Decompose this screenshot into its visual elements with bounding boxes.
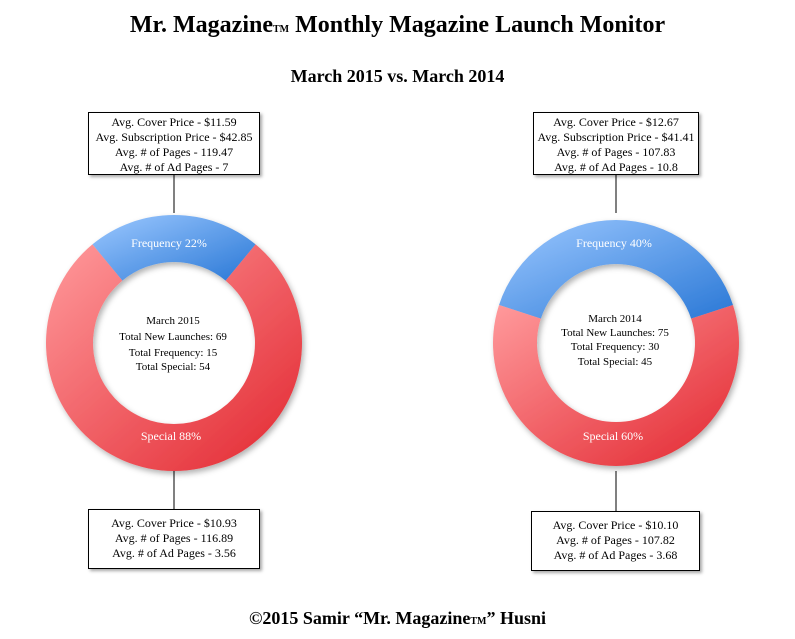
page-subtitle: March 2015 vs. March 2014 (290, 66, 505, 86)
center-total-frequency: Total Frequency: 30 (570, 341, 660, 353)
stat-line: Avg. # of Ad Pages - 10.8 (554, 160, 678, 174)
center-total-special: Total Special: 45 (577, 356, 653, 368)
center-total-frequency: Total Frequency: 15 (128, 347, 218, 359)
title-trademark: TM (272, 24, 290, 35)
stat-line: Avg. # of Ad Pages - 3.56 (112, 546, 236, 560)
stats-box-bottom-2014 (531, 511, 700, 571)
stat-line: Avg. Cover Price - $10.93 (111, 516, 237, 530)
stat-line: Avg. # of Pages - 119.47 (114, 145, 234, 159)
slice-label-special-2015: Special 88% (140, 429, 202, 443)
slice-frequency-2014 (499, 220, 733, 319)
slice-label-special-2014: Special 60% (582, 429, 644, 443)
page-title: Mr. MagazineTM Monthly Magazine Launch Monitor (129, 12, 666, 38)
center-title: March 2015 (146, 315, 200, 327)
stat-line: Avg. # of Pages - 107.83 (556, 145, 676, 159)
center-text-2014 (561, 313, 669, 368)
slice-label-frequency-2015: Frequency 22% (131, 236, 207, 250)
center-total-new: Total New Launches: 75 (561, 327, 669, 339)
footer-trademark: TM (470, 616, 487, 627)
copyright-footer: ©2015 Samir “Mr. MagazineTM” Husni (248, 608, 547, 628)
stat-line: Avg. Cover Price - $10.10 (552, 518, 679, 532)
center-text-2015 (119, 315, 227, 373)
stat-line: Avg. # of Ad Pages - 7 (119, 160, 229, 174)
center-total-new: Total New Launches: 69 (119, 331, 227, 343)
stat-line: Avg. Subscription Price - $42.85 (95, 130, 253, 144)
stat-line: Avg. # of Ad Pages - 3.68 (553, 548, 678, 562)
stats-box-top-2015 (88, 112, 260, 175)
slice-label-frequency-2014: Frequency 40% (576, 236, 652, 250)
center-title: March 2014 (588, 313, 642, 325)
stat-line: Avg. Cover Price - $12.67 (553, 115, 679, 129)
stats-box-top-2014 (533, 112, 699, 175)
stat-line: Avg. # of Pages - 116.89 (114, 531, 234, 545)
stats-box-bottom-2015 (88, 509, 260, 569)
stat-line: Avg. # of Pages - 107.82 (556, 533, 675, 547)
stat-line: Avg. Cover Price - $11.59 (111, 115, 237, 129)
center-total-special: Total Special: 54 (135, 361, 211, 373)
stat-line: Avg. Subscription Price - $41.41 (537, 130, 695, 144)
